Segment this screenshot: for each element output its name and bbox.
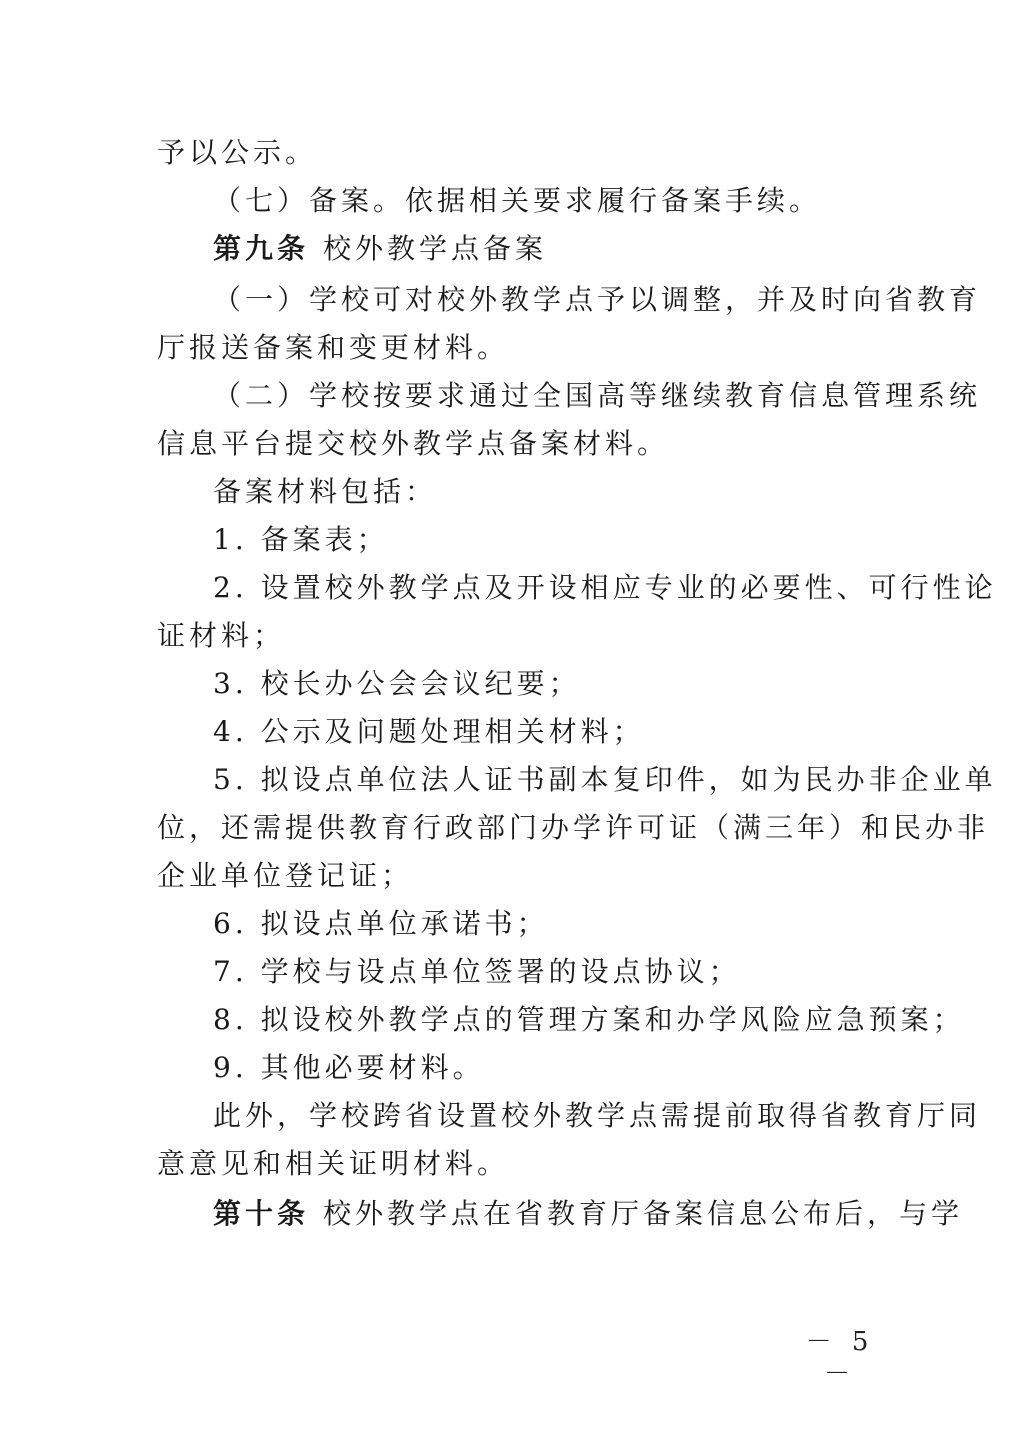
list-item: 6. 拟设点单位承诺书； — [213, 907, 549, 940]
list-item: 7. 学校与设点单位签署的设点协议； — [213, 955, 741, 988]
text-line: （七）备案。依据相关要求履行备案手续。 — [213, 184, 822, 217]
text-line: 备案材料包括： — [213, 475, 438, 508]
list-item: 2. 设置校外教学点及开设相应专业的必要性、可行性论 — [213, 571, 997, 604]
list-item: 5. 拟设点单位法人证书副本复印件，如为民办非企业单 — [213, 763, 997, 796]
text-line: （一）学校可对校外教学点予以调整，并及时向省教育 — [213, 283, 982, 316]
text-line: 厅报送备案和变更材料。 — [157, 331, 510, 364]
text-line: 予以公示。 — [157, 136, 318, 169]
list-item: 8. 拟设校外教学点的管理方案和办学风险应急预案； — [213, 1003, 965, 1036]
article-heading: 第十条 — [213, 1197, 310, 1230]
text-line: 证材料； — [157, 619, 286, 652]
article-9-line — [213, 229, 869, 269]
text-line: 信息平台提交校外教学点备案材料。 — [157, 427, 670, 460]
text-line: 位，还需提供教育行政部门办学许可证（满三年）和民办非 — [157, 811, 990, 844]
page-number: － 5 － — [805, 1327, 875, 1389]
article-text: 校外教学点在省教育厅备案信息公布后，与学 — [323, 1197, 964, 1230]
article-10-line — [213, 1194, 964, 1234]
list-item: 3. 校长办公会会议纪要； — [213, 667, 581, 700]
text-line: 意意见和相关证明材料。 — [157, 1147, 510, 1180]
text-line: 企业单位登记证； — [157, 859, 414, 892]
article-heading: 第九条 — [213, 232, 310, 265]
list-item: 1. 备案表； — [213, 523, 389, 556]
text-line: （二）学校按要求通过全国高等继续教育信息管理系统 — [213, 379, 982, 412]
list-item: 9. 其他必要材料。 — [213, 1051, 485, 1084]
text-line: 此外，学校跨省设置校外教学点需提前取得省教育厅同 — [213, 1099, 982, 1132]
article-title: 校外教学点备案 — [323, 232, 548, 265]
list-item: 4. 公示及问题处理相关材料； — [213, 715, 645, 748]
